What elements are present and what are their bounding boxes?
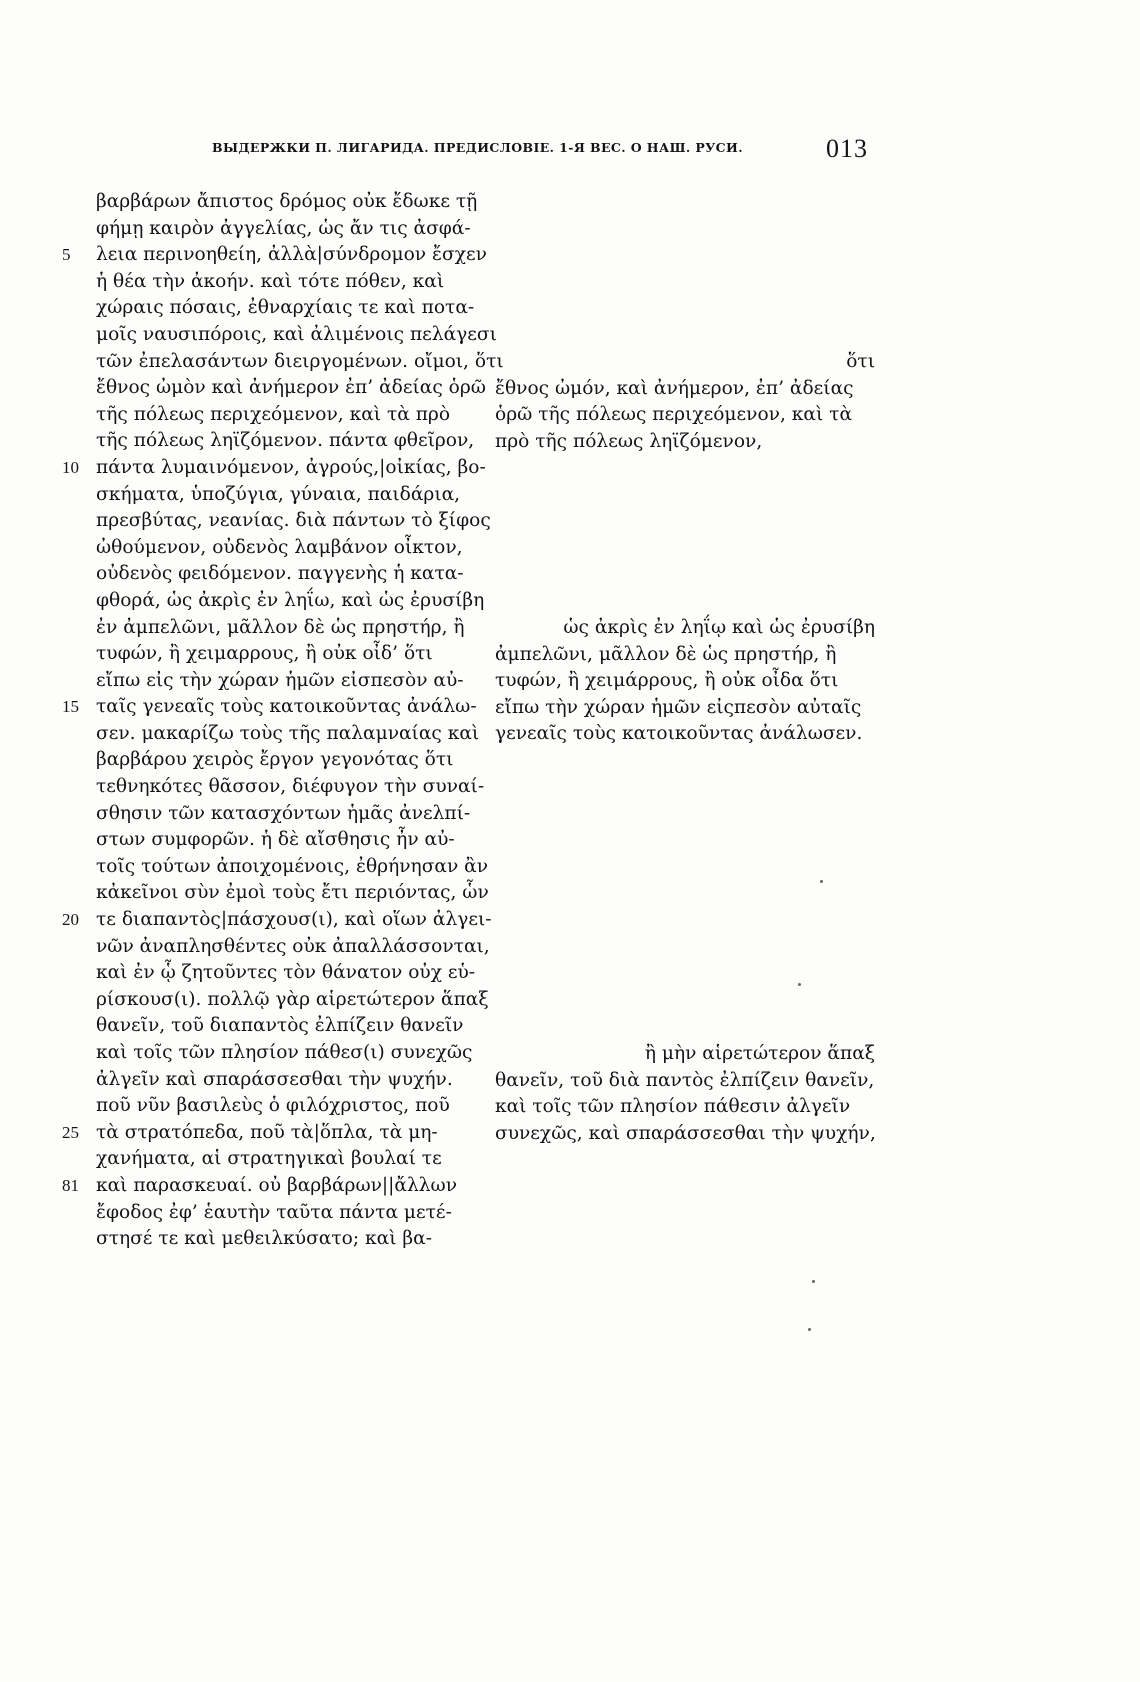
line-text: εἴπω εἰς τὴν χώραν ἡμῶν εἰσπεσὸν αὐ-	[96, 669, 464, 691]
text-line	[96, 322, 504, 349]
text-line	[96, 934, 504, 961]
variant-line: ὁρῶ τῆς πόλεως περιχεόμενον, καὶ τὰ	[495, 404, 852, 426]
text-line	[96, 960, 504, 987]
line-number: 25	[62, 1122, 79, 1142]
text-line	[62, 907, 504, 934]
variant-line: ὡς ἀκρὶς ἐν ληΐῳ καὶ ὡς ἐρυσίβη	[563, 617, 875, 638]
line-text: τοῖς τούτων ἀποιχομένοις, ἐθρήνησαν ἂν	[96, 855, 489, 877]
text-line	[96, 641, 504, 668]
scan-speck	[808, 1328, 811, 1331]
line-text: κἀκεῖνοι σὺν ἐμοὶ τοὺς ἔτι περιόντας, ὧν	[96, 882, 489, 904]
text-line	[96, 987, 504, 1014]
text-line	[96, 668, 504, 695]
line-text: καὶ τοῖς τῶν πλησίον πάθεσ(ι) συνεχῶς	[96, 1042, 473, 1063]
text-line	[96, 615, 504, 642]
variant-line: πρὸ τῆς πόλεως ληϊζόμενον,	[495, 430, 763, 452]
line-text: χώραις πόσαις, ἐθναρχίαις τε καὶ ποτα-	[96, 297, 475, 319]
text-line	[62, 242, 504, 269]
text-line	[96, 1040, 504, 1067]
line-text: τῆς πόλεως περιχεόμενον, καὶ τὰ πρὸ	[96, 403, 451, 425]
text-line	[62, 694, 504, 721]
line-text: τε διαπαντὸς|πάσχουσ(ι), καὶ οἵων ἀλγει-	[96, 909, 492, 931]
text-line	[96, 349, 504, 376]
line-number: 10	[62, 457, 79, 477]
line-text: σθησιν τῶν κατασχόντων ἡμᾶς ἀνελπί-	[96, 802, 471, 824]
line-number: 81	[62, 1175, 79, 1195]
text-line	[96, 482, 504, 509]
right-column-variant-block-1	[495, 349, 875, 455]
line-text: καὶ ἐν ᾧ ζητοῦντες τὸν θάνατον οὐχ εὑ-	[96, 962, 476, 984]
line-text: τὰ στρατόπεδα, ποῦ τὰ|ὅπλα, τὰ μη-	[96, 1121, 438, 1143]
variant-line: θανεῖν, τοῦ διὰ παντὸς ἐλπίζειν θανεῖν,	[495, 1069, 875, 1091]
right-column-variant-block-3	[495, 1041, 876, 1147]
text-line	[96, 588, 504, 615]
scan-speck	[820, 880, 823, 883]
line-text: τυφών, ἢ χειμαρρους, ἢ οὐκ οἶδ’ ὅτι	[96, 643, 433, 665]
line-text: τεθνηκότες θᾶσσον, διέφυγον τὴν συναί-	[96, 776, 485, 798]
line-number: 5	[62, 245, 71, 265]
text-line	[96, 747, 504, 774]
line-text: ἀλγεῖν καὶ σπαράσσεσθαι τὴν ψυχήν.	[96, 1068, 453, 1090]
line-text: βαρβάρων ἄπιστος δρόμος οὐκ ἔδωκε τῇ	[96, 191, 478, 212]
line-text: μοῖς ναυσιπόροις, καὶ ἀλιμένοις πελάγεσι	[96, 323, 497, 345]
line-number: 20	[62, 910, 79, 930]
variant-line: γενεαῖς τοὺς κατοικοῦντας ἀνάλωσεν.	[495, 723, 863, 745]
text-line	[96, 535, 504, 562]
text-line	[96, 774, 504, 801]
line-number: 15	[62, 697, 79, 717]
line-text: ἡ θέα τὴν ἀκοήν. καὶ τότε πόθεν, καὶ	[96, 270, 445, 292]
text-line	[62, 1173, 504, 1200]
text-line	[96, 1013, 504, 1040]
text-line	[96, 1146, 504, 1173]
text-line	[96, 269, 504, 296]
scan-speck	[812, 1280, 815, 1283]
line-text: πρεσβύτας, νεανίας. διὰ πάντων τὸ ξίφος	[96, 510, 491, 532]
line-text: ἔφοδος ἐφ’ ἑαυτὴν ταῦτα πάντα μετέ-	[96, 1201, 452, 1223]
line-text: λεια περινοηθείη, ἀλλὰ|σύνδρομον ἔσχεν	[96, 244, 487, 266]
line-text: χανήματα, αἱ στρατηγικαὶ βουλαί τε	[96, 1148, 442, 1170]
line-text: οὐδενὸς φειδόμενον. παγγενὴς ἡ κατα-	[96, 563, 464, 585]
line-text: ρίσκουσ(ι). πολλῷ γὰρ αἱρετώτερον ἅπαξ	[96, 988, 489, 1010]
text-line	[62, 455, 504, 482]
variant-line: ὅτι	[846, 351, 875, 372]
line-text: στησέ τε καὶ μεθειλκύσατο; καὶ βα-	[96, 1228, 432, 1250]
line-text: φήμῃ καιρὸν ἀγγελίας, ὡς ἄν τις ἀσφά-	[96, 217, 471, 239]
line-text: νῶν ἀναπλησθέντες οὐκ ἀπαλλάσσονται,	[96, 935, 490, 957]
left-column-greek-text	[62, 189, 504, 1253]
page-number: 013	[826, 134, 868, 163]
line-text: φθορά, ὡς ἀκρὶς ἐν ληΐω, καὶ ὡς ἐρυσίβη	[96, 589, 485, 611]
line-text: πάντα λυμαινόμενον, ἀγρούς,|οἰκίας, βο-	[96, 456, 486, 478]
variant-line: ἀμπελῶνι, μᾶλλον δὲ ὡς πρηστήρ, ἢ	[495, 643, 837, 665]
text-line	[96, 721, 504, 748]
line-text: θανεῖν, τοῦ διαπαντὸς ἐλπίζειν θανεῖν	[96, 1015, 464, 1037]
text-line	[62, 1120, 504, 1147]
line-text: ἔθνος ὠμὸν καὶ ἀνήμερον ἐπ’ ἀδείας ὁρῶ	[96, 377, 486, 399]
text-line	[96, 189, 504, 216]
variant-line: ἢ μὴν αἱρετώτερον ἅπαξ	[644, 1043, 875, 1064]
line-text: ποῦ νῦν βασιλεὺς ὁ φιλόχριστος, ποῦ	[96, 1095, 450, 1117]
variant-line: καὶ τοῖς τῶν πλησίον πάθεσιν ἀλγεῖν	[495, 1096, 851, 1118]
text-line	[96, 428, 504, 455]
line-text: ὠθούμενον, οὐδενὸς λαμβάνον οἶκτον,	[96, 536, 463, 558]
scan-speck	[798, 983, 801, 986]
line-text: στων συμφορῶν. ἡ δὲ αἴσθησις ἦν αὐ-	[96, 829, 455, 851]
text-line	[96, 827, 504, 854]
text-line	[96, 561, 504, 588]
text-line	[96, 1067, 504, 1094]
text-line	[96, 880, 504, 907]
variant-line: συνεχῶς, καὶ σπαράσσεσθαι τὴν ψυχήν,	[495, 1122, 876, 1144]
line-text: σεν. μακαρίζω τοὺς τῆς παλαμναίας καὶ	[96, 722, 480, 744]
text-line	[96, 1200, 504, 1227]
variant-line: ἔθνος ὠμόν, καὶ ἀνήμερον, ἐπ’ ἀδείας	[495, 377, 854, 399]
text-line	[96, 216, 504, 243]
text-line	[96, 295, 504, 322]
right-column-variant-block-2	[495, 615, 875, 748]
line-text: καὶ παρασκευαί. οὐ βαρβάρων||ἄλλων	[96, 1174, 458, 1196]
line-text: τῆς πόλεως ληϊζόμενον. πάντα φθεῖρον,	[96, 430, 475, 452]
text-line	[96, 854, 504, 881]
line-text: σκήματα, ὑποζύγια, γύναια, παιδάρια,	[96, 483, 461, 505]
text-line	[96, 402, 504, 429]
text-line	[96, 375, 504, 402]
text-line	[96, 508, 504, 535]
text-line	[96, 1093, 504, 1120]
line-text: ταῖς γενεαῖς τοὺς κατοικοῦντας ἀνάλω-	[96, 696, 477, 718]
text-line	[96, 801, 504, 828]
variant-line: τυφών, ἢ χειμάρρους, ἢ οὐκ οἶδα ὅτι	[495, 670, 839, 692]
running-head: ВЫДЕРЖКИ П. ЛИГАРИДА. ПРЕДИСЛОВІЕ. 1-Я ВЕС. О НАШ. РУСИ.	[212, 140, 743, 155]
line-text: βαρβάρου χειρὸς ἔργον γεγονότας ὅτι	[96, 749, 454, 771]
line-text: τῶν ἐπελασάντων διειργομένων. οἴμοι, ὅτι	[96, 350, 504, 372]
text-line	[96, 1226, 504, 1253]
line-text: ἐν ἀμπελῶνι, μᾶλλον δὲ ὡς πρηστήρ, ἢ	[96, 616, 465, 638]
variant-line: εἴπω τὴν χώραν ἡμῶν εἰςπεσὸν αὐταῖς	[495, 696, 862, 718]
